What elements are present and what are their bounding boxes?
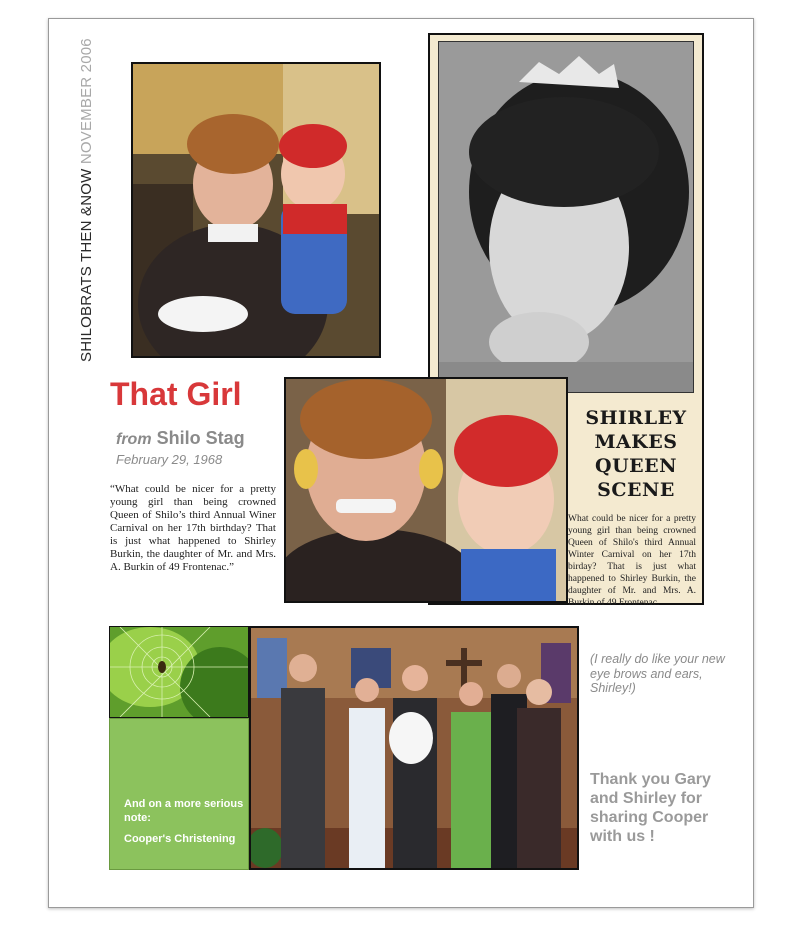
headline-line: SHIRLEY [585, 407, 687, 429]
article-title: That Girl [110, 376, 242, 412]
spider-web-image [109, 626, 249, 718]
source-name: Shilo Stag [156, 428, 245, 448]
photo-christening-group [249, 626, 579, 870]
article-date: February 29, 1968 [116, 452, 223, 467]
photo-woman-with-baby [131, 62, 381, 358]
article-quote: “What could be nicer for a pretty young girl than being crowned Queen of Shilo’s third Annual Winer Carnival on her 17th birthday? That is just what happened to Shirley Burkin, the daughter of Mr. and Mrs. A. Burkin of 49 Frontenac.” [110, 483, 276, 573]
christening-caption: Cooper's Christening [124, 833, 236, 845]
clipping-body-text: What could be nicer for a pretty young girl than being crowned Queen of Shilo's third Annual Winter Carnival on her 17th birday? That is just what happened to Shirley Burkin, the daughter of Mr. and Mrs. A. Burkin of 49 Frontenac. [568, 514, 696, 608]
serious-note-text: And on a more serious note: [124, 798, 244, 824]
headline-line: MAKES [594, 431, 678, 453]
vertical-masthead [78, 38, 95, 362]
clipping-portrait-photo [438, 41, 694, 393]
eyebrows-side-note: (I really do like your new eye brows and ears, Shirley!) [590, 652, 725, 695]
clipping-headline [576, 406, 696, 502]
headline-line: QUEEN [595, 455, 677, 477]
source-prefix: from [116, 431, 152, 448]
headline-line: SCENE [597, 479, 675, 501]
issue-date: NOVEMBER 2006 [78, 38, 95, 165]
publication-name: SHILOBRATS THEN &NOW [78, 168, 95, 362]
photo-closeup-woman-baby [284, 377, 568, 603]
article-source [116, 428, 245, 449]
serious-note-box [109, 718, 249, 870]
thank-you-note: Thank you Gary and Shirley for sharing Cooper with us ! [590, 771, 711, 845]
